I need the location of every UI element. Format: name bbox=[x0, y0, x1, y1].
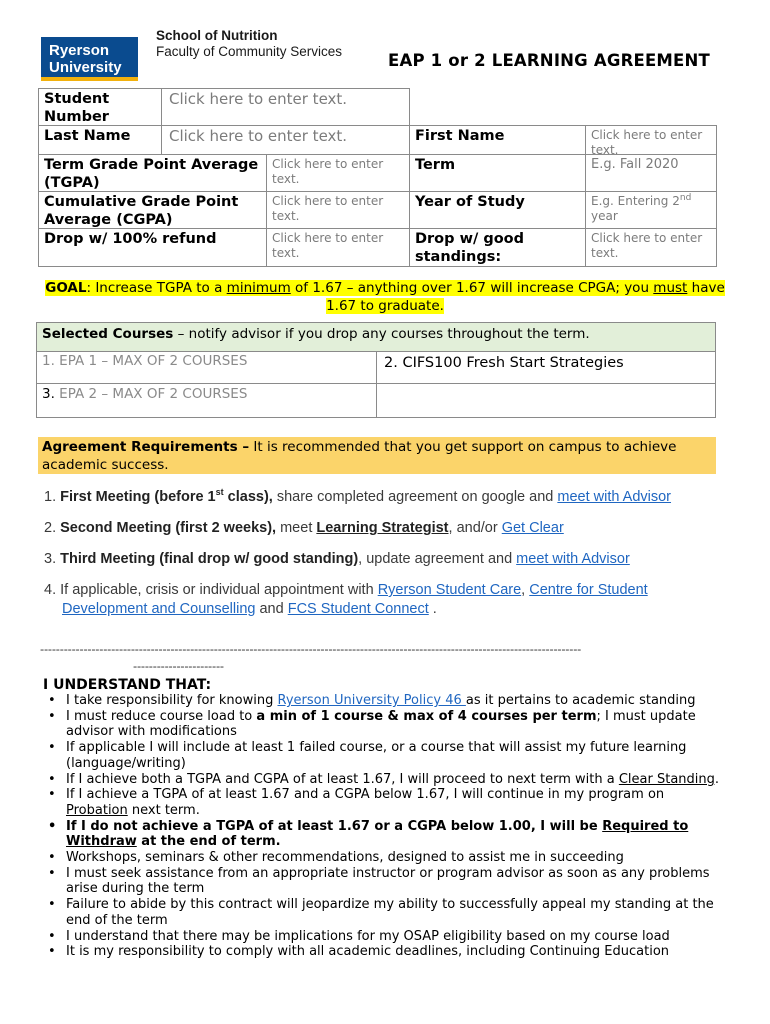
tgpa-field[interactable]: Click here to enter text. bbox=[266, 154, 410, 192]
list-item bbox=[47, 693, 727, 709]
step-1-bold-b: class), bbox=[223, 489, 273, 505]
step-4-end: . bbox=[428, 601, 437, 617]
p2-text-b: ; I must update advisor with modifications bbox=[66, 708, 696, 740]
student-number-label: Student Number bbox=[38, 88, 162, 126]
first-name-label: First Name bbox=[409, 125, 586, 155]
school-line-2: Faculty of Community Services bbox=[156, 44, 343, 59]
learning-strategist-link[interactable]: Learning Strategist bbox=[316, 520, 449, 536]
goal-statement bbox=[40, 279, 730, 315]
p3-text: If applicable I will include at least 1 failed course, or a course that will assist my future learning (language/writing) bbox=[66, 740, 687, 771]
bullet-icon: • bbox=[48, 787, 56, 803]
p1-text-b: as it pertains to academic standing bbox=[465, 693, 696, 708]
p4-text-b: . bbox=[714, 771, 720, 787]
bullet-icon: • bbox=[48, 740, 56, 756]
year-of-study-label: Year of Study bbox=[409, 191, 586, 229]
cgpa-label: Cumulative Grade Point Average (CGPA) bbox=[38, 191, 267, 229]
term-field[interactable]: E.g. Fall 2020 bbox=[585, 154, 717, 192]
last-name-label: Last Name bbox=[38, 125, 162, 155]
step-2 bbox=[44, 519, 724, 538]
step-4 bbox=[44, 581, 724, 619]
list-item bbox=[47, 709, 727, 740]
p8-text: I must seek assistance from an appropriate instructor or program advisor as soon as any problems arise during the term bbox=[66, 865, 710, 897]
meet-with-advisor-link-2[interactable]: meet with Advisor bbox=[516, 551, 630, 567]
course-slot-3-num: 3. bbox=[42, 386, 60, 402]
agreement-requirements bbox=[38, 437, 716, 474]
course-slot-3[interactable] bbox=[36, 383, 377, 418]
logo-line-1: Ryerson bbox=[49, 42, 110, 59]
course-slot-4[interactable] bbox=[376, 383, 716, 418]
student-number-field[interactable]: Click here to enter text. bbox=[161, 88, 410, 126]
document-title: EAP 1 or 2 LEARNING AGREEMENT bbox=[388, 51, 710, 70]
first-name-field[interactable]: Click here to enter text. bbox=[585, 125, 717, 155]
understand-title: I UNDERSTAND THAT: bbox=[43, 677, 212, 693]
drop-refund-field[interactable]: Click here to enter text. bbox=[266, 228, 410, 267]
requirements-text: It is recommended that you get support on campus to achieve academic success. bbox=[42, 439, 677, 473]
get-clear-link[interactable]: Get Clear bbox=[501, 520, 564, 536]
fcs-student-connect-link[interactable]: FCS Student Connect bbox=[287, 601, 429, 617]
bullet-icon: • bbox=[48, 897, 56, 913]
bullet-icon: • bbox=[48, 944, 56, 960]
step-3 bbox=[44, 550, 724, 569]
p7-text: Workshops, seminars & other recommendations, designed to assist me in succeeding bbox=[66, 850, 624, 866]
step-4-sep: , bbox=[521, 582, 530, 598]
p11-text: It is my responsibility to comply with all academic deadlines, including Continuing Education bbox=[66, 944, 670, 960]
p5-text-a: If I achieve a TGPA of at least 1.67 and a CGPA below 1.67, I will continue in my program on bbox=[66, 787, 665, 803]
step-1-bold-a: First Meeting (before 1 bbox=[60, 489, 216, 505]
goal-text-b: of 1.67 – anything over 1.67 will increase CPGA; you bbox=[290, 280, 654, 296]
cgpa-field[interactable]: Click here to enter text. bbox=[266, 191, 410, 229]
step-3-bold: Third Meeting (final drop w/ good standing) bbox=[60, 551, 359, 567]
meet-with-advisor-link-1[interactable]: meet with Advisor bbox=[557, 489, 672, 505]
last-name-field[interactable]: Click here to enter text. bbox=[161, 125, 410, 155]
step-1-text: share completed agreement on google and bbox=[272, 489, 558, 505]
bullet-icon: • bbox=[48, 850, 56, 866]
p2-bold: a min of 1 course & max of 4 courses per term bbox=[256, 708, 597, 724]
step-3-text: , update agreement and bbox=[358, 551, 517, 567]
bullet-icon: • bbox=[48, 771, 56, 787]
goal-text-c: have 1.67 to graduate. bbox=[326, 280, 725, 314]
ryerson-logo bbox=[41, 37, 138, 81]
list-item bbox=[47, 787, 727, 818]
list-item bbox=[47, 772, 727, 788]
selected-courses-header bbox=[36, 322, 716, 352]
step-2-bold: Second Meeting (first 2 weeks), bbox=[60, 520, 277, 536]
list-item bbox=[47, 897, 727, 928]
list-item bbox=[47, 944, 727, 960]
course-slot-3-text: EPA 2 – MAX OF 2 COURSES bbox=[59, 386, 248, 402]
required-to-withdraw-term: Required to Withdraw bbox=[66, 818, 689, 850]
requirements-bold: Agreement Requirements – bbox=[42, 439, 250, 455]
policy-46-link[interactable]: Ryerson University Policy 46 bbox=[277, 693, 466, 708]
goal-label: GOAL bbox=[45, 280, 87, 296]
drop-good-standing-field[interactable]: Click here to enter text. bbox=[585, 228, 717, 267]
bullet-icon: • bbox=[48, 708, 56, 724]
step-2-num: 2. bbox=[44, 520, 57, 536]
p4-text-a: If I achieve both a TGPA and CGPA of at least 1.67, I will proceed to next term with a bbox=[66, 771, 619, 787]
p5-text-b: next term. bbox=[127, 802, 200, 818]
step-4-mid: and bbox=[255, 601, 288, 617]
list-item bbox=[47, 819, 727, 850]
goal-must: must bbox=[653, 280, 688, 296]
probation-term: Probation bbox=[66, 802, 128, 818]
goal-text-a: : Increase TGPA to a bbox=[86, 280, 227, 296]
list-item bbox=[47, 929, 727, 945]
csdc-link[interactable]: Centre for Student Development and Counselling bbox=[62, 582, 648, 617]
step-1-num: 1. bbox=[44, 489, 57, 505]
bullet-icon: • bbox=[48, 818, 57, 834]
courses-header-bold: Selected Courses bbox=[42, 326, 174, 342]
p1-text-a: I take responsibility for knowing bbox=[66, 693, 278, 708]
clear-standing-term: Clear Standing bbox=[618, 771, 715, 787]
p6-text-a: If I do not achieve a TGPA of at least 1.67 or a CGPA below 1.00, I will be bbox=[66, 818, 603, 834]
student-care-link[interactable]: Ryerson Student Care bbox=[377, 582, 522, 598]
step-2-mid: , and/or bbox=[448, 520, 502, 536]
p6-text-b: at the end of term. bbox=[136, 834, 281, 850]
drop-refund-label: Drop w/ 100% refund bbox=[38, 228, 267, 267]
year-value-post: year bbox=[591, 209, 618, 223]
bullet-icon: • bbox=[48, 928, 56, 944]
step-4-text: If applicable, crisis or individual appointment with bbox=[60, 582, 378, 598]
year-value-sup: nd bbox=[679, 193, 692, 203]
goal-minimum: minimum bbox=[226, 280, 291, 296]
course-slot-2[interactable]: 2. CIFS100 Fresh Start Strategies bbox=[376, 351, 716, 384]
step-1 bbox=[44, 488, 724, 507]
meeting-steps bbox=[44, 488, 724, 631]
separator-line-tail: ----------------------- bbox=[133, 659, 224, 673]
separator-line: ----------------------------------------------------------------------------------------------------------------------------------------- bbox=[40, 642, 582, 656]
logo-line-2: University bbox=[49, 59, 122, 76]
bullet-icon: • bbox=[48, 865, 56, 881]
step-1-sup: st bbox=[215, 487, 224, 498]
step-4-num: 4. bbox=[44, 582, 57, 598]
school-line-1: School of Nutrition bbox=[156, 28, 278, 43]
understand-list bbox=[47, 693, 727, 960]
p10-text: I understand that there may be implications for my OSAP eligibility based on my course load bbox=[66, 928, 670, 944]
term-label: Term bbox=[409, 154, 586, 192]
school-name bbox=[156, 28, 342, 60]
logo-accent-bar bbox=[41, 77, 138, 81]
p9-text: Failure to abide by this contract will jeopardize my ability to successfully appeal my standing at the end of the term bbox=[66, 897, 714, 928]
drop-good-standing-label: Drop w/ good standings: bbox=[409, 228, 586, 267]
step-3-num: 3. bbox=[44, 551, 57, 567]
year-of-study-field[interactable] bbox=[585, 191, 717, 229]
courses-header-rest: – notify advisor if you drop any courses throughout the term. bbox=[173, 326, 590, 342]
step-2-text: meet bbox=[276, 520, 317, 536]
list-item bbox=[47, 740, 727, 771]
bullet-icon: • bbox=[48, 693, 56, 708]
list-item bbox=[47, 866, 727, 897]
year-value-pre: E.g. Entering 2 bbox=[591, 194, 680, 208]
list-item bbox=[47, 850, 727, 866]
p2-text-a: I must reduce course load to bbox=[66, 708, 257, 724]
tgpa-label: Term Grade Point Average (TGPA) bbox=[38, 154, 267, 192]
course-slot-1[interactable]: 1. EPA 1 – MAX OF 2 COURSES bbox=[36, 351, 377, 384]
